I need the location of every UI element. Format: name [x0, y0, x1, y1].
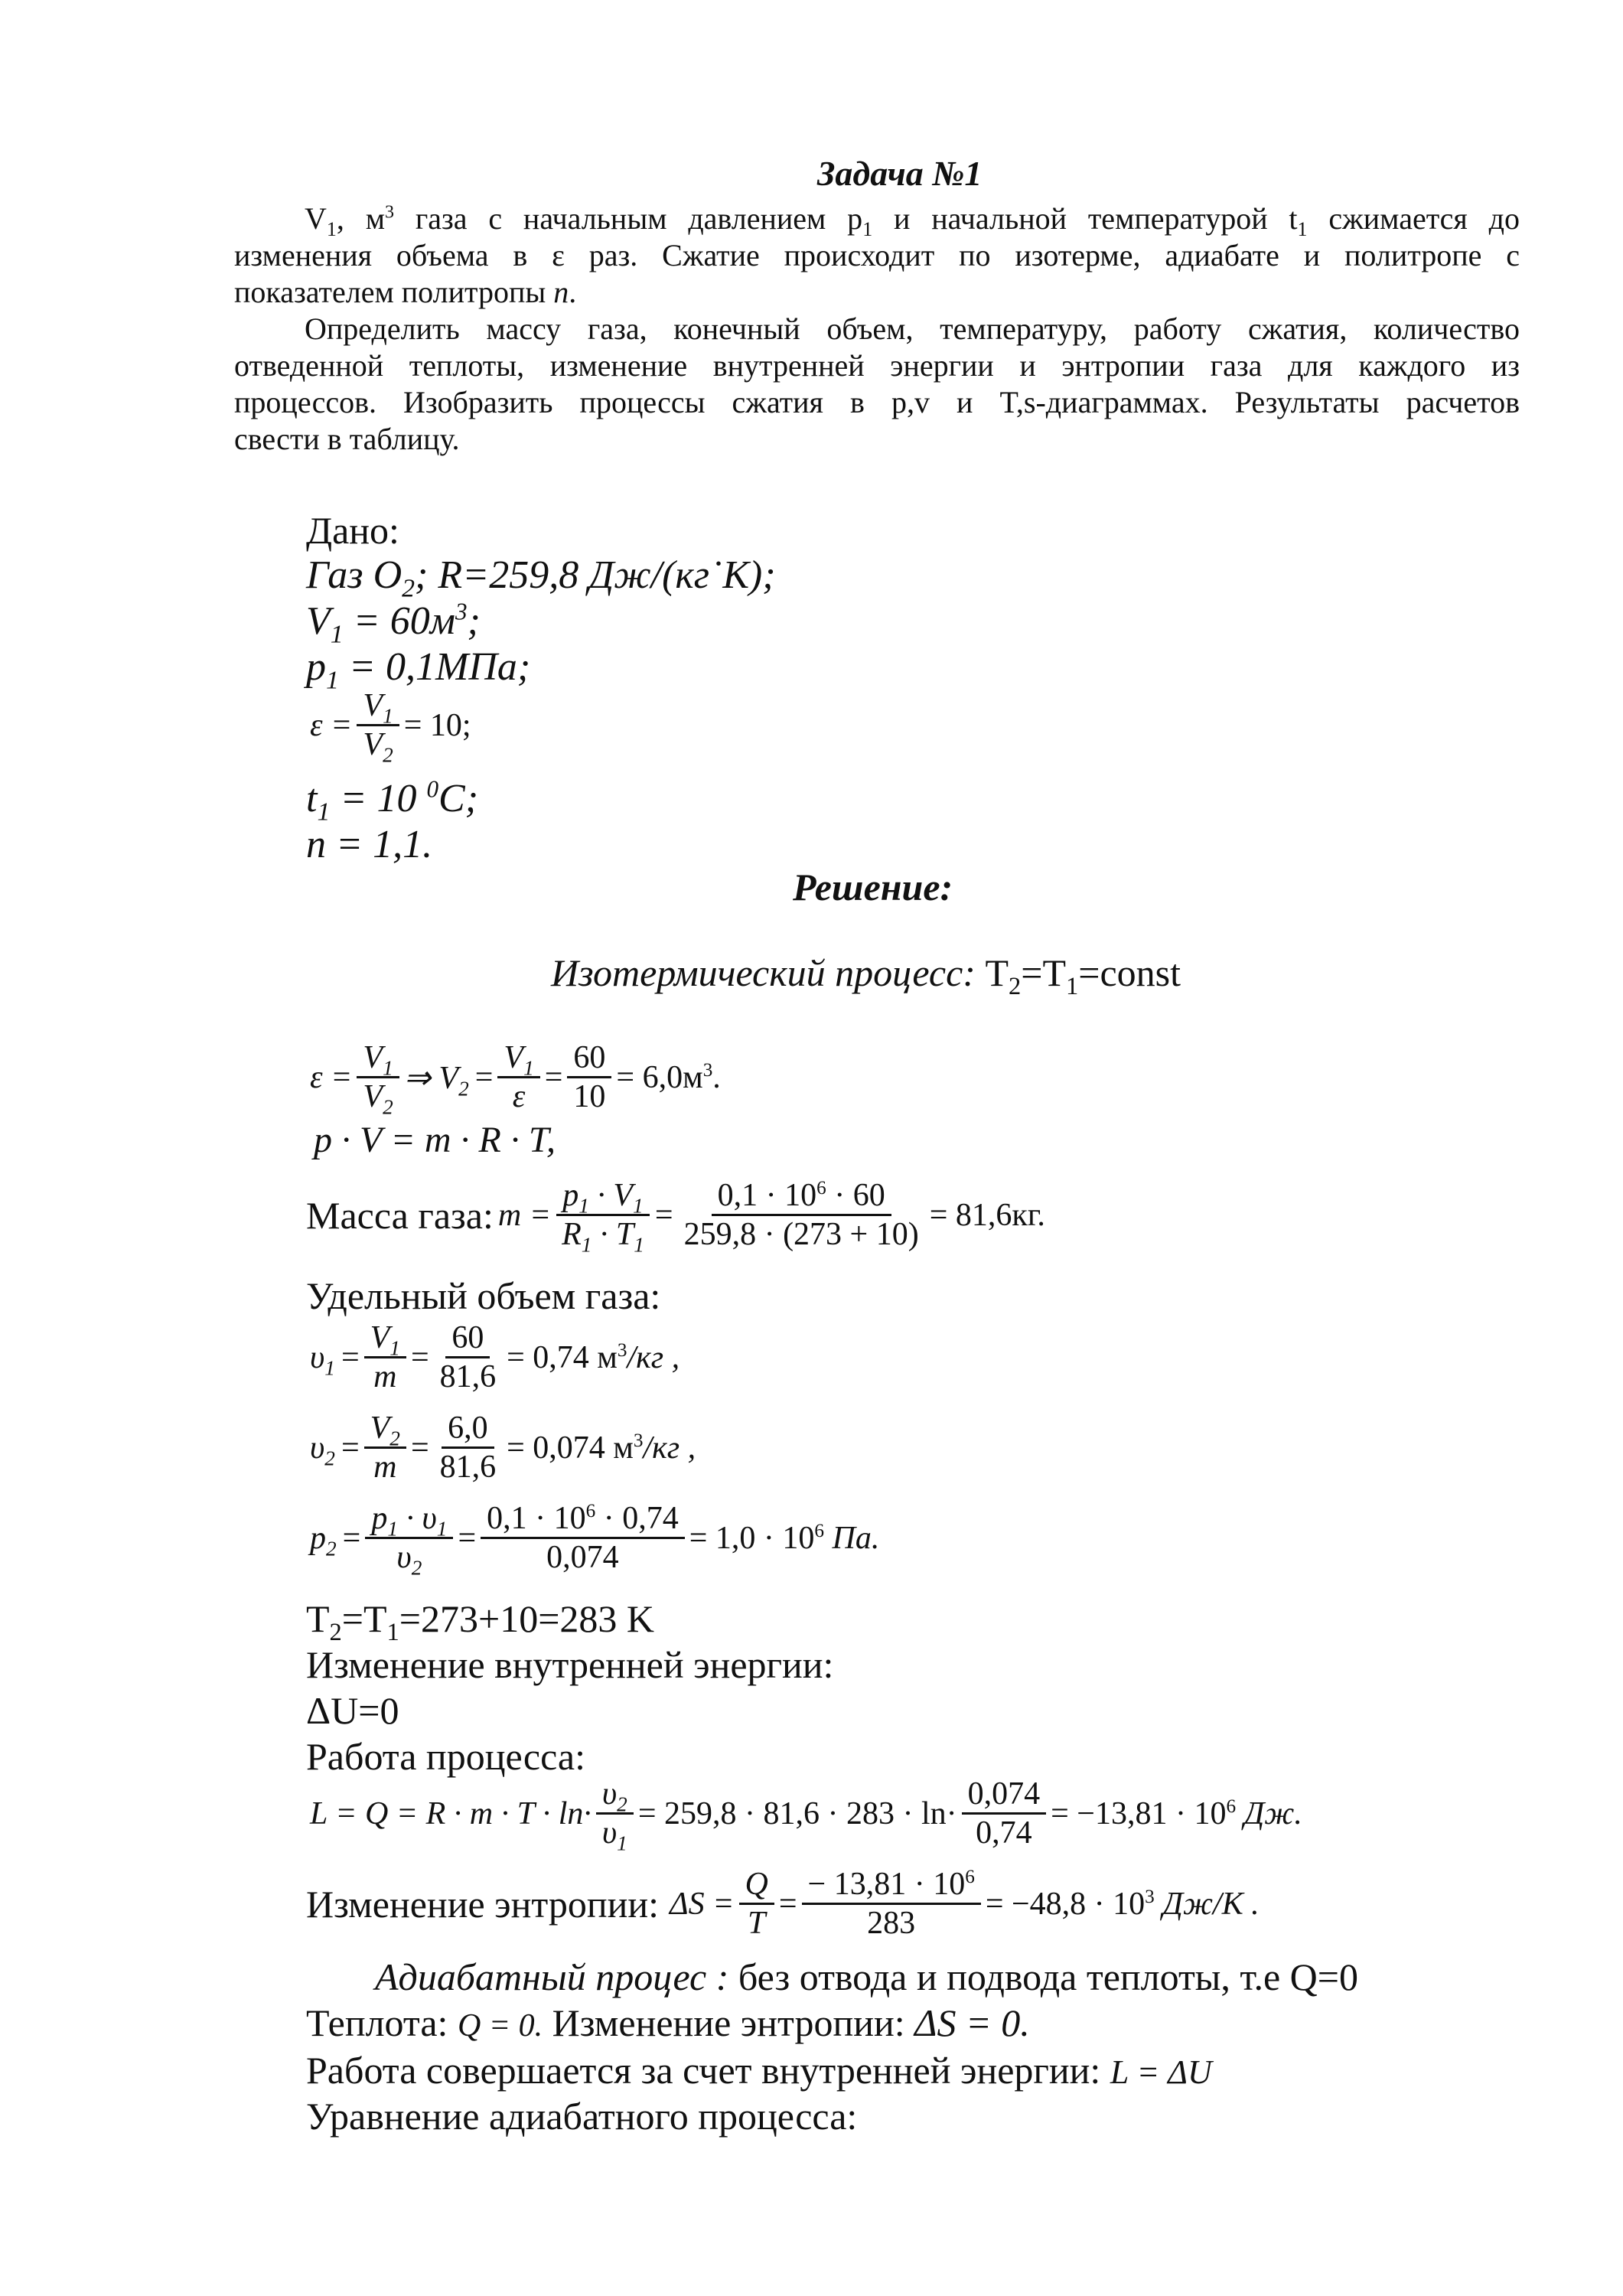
specific-volume-label: Удельный объем газа: — [306, 1274, 661, 1317]
problem-statement — [234, 201, 1520, 458]
fraction-q-t: $\frac{Q}{T}$ — [739, 1867, 774, 1940]
problem-line-3: показателем политропы n. — [234, 275, 577, 309]
fraction-p2-numeric: $\frac{0,1 \cdot 10^6 \cdot 0,74}{0,074}$ — [481, 1502, 685, 1574]
equation-u1: $\upsilon_1$ = $\frac{V_1}{m}$ = $\frac{60}{81,6}$ = 0,74 $м^3/кг$ , — [310, 1320, 680, 1395]
problem-line-2: изменения объема в ε раз. Сжатие происходит по изотерме, адиабате и политропе с — [234, 238, 1520, 272]
fraction-v1-v2: $\frac{V_1}{V_2}$ — [357, 1041, 399, 1114]
problem-line-6: процессов. Изобразить процессы сжатия в p,v и T,s-диаграммах. Результаты расчетов — [234, 385, 1520, 419]
page-title: Задача №1 — [817, 154, 983, 193]
problem-line-1: $V_1$, $м^3$ газа с начальным давлением $p_1$ и начальной температурой $t_1$ сжимается до — [305, 201, 1520, 240]
equation-state: p · V = m · R · T, — [314, 1120, 556, 1160]
fraction-6-81: $\frac{6,0}{81,6}$ — [439, 1411, 497, 1486]
given-n: n = 1,1. — [306, 823, 433, 866]
fraction-v2-m: $\frac{V_2}{m}$ — [364, 1411, 406, 1484]
problem-line-5: отведенной теплоты, изменение внутренней энергии и энтропии газа для каждого из — [234, 348, 1520, 383]
equation-mass: Масса газа: m = $\frac{p_1 \cdot V_1}{R_1 \cdot T_1}$ = $\frac{0,1 \cdot 10^6 \cdot 60}{259,8 \cdot (273 + 10)}$ = 81,6кг. — [306, 1178, 1045, 1257]
temperature-line: $T_2=T_1=273+10=283$ K — [306, 1597, 654, 1646]
adiabatic-equation-label: Уравнение адиабатного процесса: — [306, 2095, 858, 2138]
epsilon-fraction: $\frac{V_1}{V_2}$ — [357, 689, 399, 762]
internal-energy-label: Изменение внутренней энергии: — [306, 1643, 834, 1686]
fraction-work-numeric: $\frac{0,074}{0,74}$ — [962, 1777, 1047, 1850]
solution-heading: Решение: — [793, 866, 953, 908]
heat-line: Теплота: Q = 0. Изменение энтропии: ΔS = 0. — [306, 2001, 1030, 2044]
adiabatic-title: Адиабатный процес : без отвода и подвода теплоты, т.е Q=0 — [375, 1955, 1358, 1998]
internal-energy-value: ΔU=0 — [306, 1689, 399, 1732]
equation-work: L = Q = R · m · T · ln· $\frac{\upsilon_2}{\upsilon_1}$ = 259,8 · 81,6 · 283 · ln· $\frac{0,074}{0,74}$ = $-13,81 \cdot 10^6$ Дж. — [310, 1776, 1302, 1855]
equation-entropy: Изменение энтропии: ΔS = $\frac{Q}{T}$ = $\frac{- 13,81 \cdot 10^6}{283}$ = $-48,8 \cdot 10^3$ Дж/К . — [306, 1867, 1260, 1942]
fraction-p1u1-u2: $\frac{p_1 \cdot \upsilon_1}{\upsilon_2}$ — [365, 1502, 453, 1574]
fraction-entropy-numeric: $\frac{- 13,81 \cdot 10^6}{283}$ — [802, 1867, 981, 1940]
isothermal-title: Изотермический процесс: $T_2=T_1=const$ — [551, 951, 1181, 1000]
equation-p2: $p_2$ = $\frac{p_1 \cdot \upsilon_1}{\upsilon_2}$ = $\frac{0,1 \cdot 10^6 \cdot 0,74}{0,074}$ = $1,0 \cdot 10^6$ Па. — [310, 1501, 880, 1580]
given-epsilon: ε = $\frac{V_1}{V_2}$ = 10; — [310, 688, 471, 767]
fraction-v1-eps: $\frac{V_1}{\varepsilon}$ — [497, 1041, 539, 1114]
work-internal-energy-line: Работа совершается за счет внутренней энергии: L = ΔU — [306, 2049, 1212, 2092]
fraction-mass-numeric: $\frac{0,1 \cdot 10^6 \cdot 60}{259,8 \cdot (273 + 10)}$ — [683, 1178, 919, 1253]
given-v1: $V_1 = 60м^3$; — [306, 598, 481, 649]
given-gas: Газ $O_2$; R=259,8 Дж/(кг˙К); — [306, 553, 776, 603]
fraction-v1-m: $\frac{V_1}{m}$ — [364, 1321, 406, 1394]
given-label: Дано: — [306, 509, 399, 552]
fraction-60-10: $\frac{60}{10}$ — [567, 1041, 611, 1114]
fraction-u2-u1: $\frac{\upsilon_2}{\upsilon_1}$ — [596, 1777, 634, 1850]
problem-line-4: Определить массу газа, конечный объем, температуру, работу сжатия, количество — [305, 311, 1520, 346]
problem-line-7: свести в таблицу. — [234, 422, 460, 456]
work-label: Работа процесса: — [306, 1735, 585, 1778]
equation-u2: $\upsilon_2$ = $\frac{V_2}{m}$ = $\frac{6,0}{81,6}$ = 0,074 $м^3/кг$ , — [310, 1411, 696, 1486]
given-p1: $p_1 = 0,1МПа$; — [306, 645, 531, 695]
equation-v2: ε = $\frac{V_1}{V_2}$ ⇒ $V_2$ = $\frac{V_1}{\varepsilon}$ = $\frac{60}{10}$ = $6,0м^3$. — [310, 1040, 721, 1119]
fraction-mass-symbolic: $\frac{p_1 \cdot V_1}{R_1 \cdot T_1}$ — [556, 1179, 650, 1251]
fraction-60-81: $\frac{60}{81,6}$ — [439, 1320, 497, 1395]
given-t1: $t_1 = 10$ $^0$C; — [306, 775, 479, 827]
